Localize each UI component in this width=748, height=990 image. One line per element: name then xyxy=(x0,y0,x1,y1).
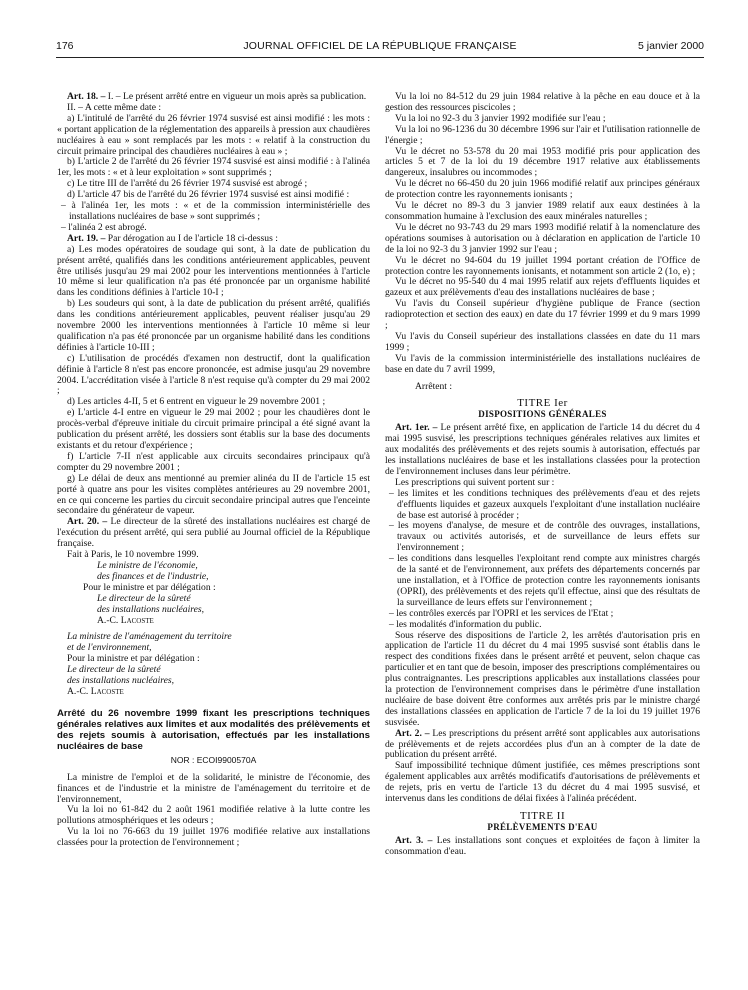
signature-line: des installations nucléaires, xyxy=(67,675,175,687)
article-number: Art. 20. – xyxy=(67,516,108,528)
paragraph: Sous réserve des dispositions de l'article 2, les arrêtés d'autorisation pris en application de l'article 11 du décret du 4 mai 1995 susvisé sont établis dans le respect des conditions fixées dans le présent arrêté et peuvent, selon chaque cas particulier et en tant que de besoin, imposer des prescriptions complémentaires ou plus contraignantes. Les prescriptions applicables aux installations classées pour la protection de l'environnement comprises dans le périmètre d'une installation nucléaire de base doivent être conformes aux arrêtés pris par le ministre chargé des installations classées en application de l'article 7 de la loi du 19 juillet 1976 susvisée. xyxy=(385,629,700,728)
list-item: – les conditions dans lesquelles l'exploitant rend compte aux ministres chargés de la santé et de l'environnement, aux préfets des départements concernés par une installation, et à l'Office de protection contre les rayonnements ionisants (OPRI), des prélèvements et des rejets qu'il effectue, ainsi que des résultats de la surveillance de leurs effets sur l'environnement ; xyxy=(389,553,700,608)
paragraph: Art. 20. – Le directeur de la sûreté des installations nucléaires est chargé de l'exécution du présent arrêté, qui sera publié au Journal officiel de la République française. xyxy=(57,516,370,550)
header-rule xyxy=(56,57,704,58)
article-number: Art. 18. – xyxy=(67,91,106,102)
right-column xyxy=(385,92,700,858)
signature-line: La ministre de l'aménagement du territoire xyxy=(67,631,232,643)
paragraph: f) L'article 7-II n'est applicable aux circuits secondaires principaux qu'à compter du 29 novembre 2001 ; xyxy=(57,450,370,473)
signature-line: des finances et de l'industrie, xyxy=(97,570,209,582)
paragraph: La ministre de l'emploi et de la solidarité, le ministre de l'économie, des finances et de l'industrie et la ministre de l'aménagement du territoire et de l'environnement, xyxy=(57,771,370,805)
article-1: Art. 1er. – Le présent arrêté fixe, en application de l'article 14 du décret du 4 mai 1995 susvisé, les prescriptions techniques générales relatives aux limites et aux modalités des prélèvements et des rejets soumis à autorisation, effectués par les installations nucléaires de base et les installations classées pour la protection de l'environnement incluses dans leur périmètre. xyxy=(385,422,700,477)
visa: Vu le décret no 93-743 du 29 mars 1993 modifié relatif à la nomenclature des opérations soumises à autorisation ou à déclaration en application de l'article 10 de la loi no 92-3 du 3 janvier 1992 sur l'eau ; xyxy=(385,221,700,255)
titre-2-subtitle: PRÉLÈVEMENTS D'EAU xyxy=(487,821,598,832)
visa: Vu le décret no 53-578 du 20 mai 1953 modifié pris pour application des articles 5 et 7 de la loi du 19 décembre 1917 relative aux établissements dangereux, insalubres ou incommodes ; xyxy=(385,145,700,179)
signature-line: Le ministre de l'économie, xyxy=(97,559,198,571)
page-number: 176 xyxy=(56,40,74,52)
signature-name: A.-C. Lacoste xyxy=(97,614,154,626)
signature-line: Pour le ministre et par délégation : xyxy=(83,581,216,593)
visa: Vu l'avis du Conseil supérieur des installations classées en date du 11 mars 1999 ; xyxy=(385,330,700,353)
signature-line: Le directeur de la sûreté xyxy=(97,592,191,604)
paragraph: e) L'article 4-I entre en vigueur le 29 mai 2002 ; pour les chaudières dont le procès-verbal d'épreuve initiale du circuit primaire principal a été signé avant la publication du présent arrêté, les dossiers sont établis sur la base des documents existants et du retour d'expérience ; xyxy=(57,407,370,451)
paragraph: b) Les soudeurs qui sont, à la date de publication du présent arrêté, qualifiés dans les conditions antérieurement applicables, peuvent réaliser jusqu'au 29 novembre 2000 les interventions mentionnées à l'article 10 même si leur qualification n'a pas été prononcée par un organisme habilité dans les conditions définies à l'article 10-III ; xyxy=(57,298,370,353)
visa: Vu le décret no 95-540 du 4 mai 1995 relatif aux rejets d'effluents liquides et gazeux et aux prélèvements d'eau des installations nucléaires de base ; xyxy=(385,276,700,299)
signature-line: Pour la ministre et par délégation : xyxy=(67,653,200,665)
visa: Vu le décret no 66-450 du 20 juin 1966 modifié relatif aux principes généraux de protection contre les rayonnements ionisants ; xyxy=(385,178,700,201)
paragraph: d) Les articles 4-II, 5 et 6 entrent en vigueur le 29 novembre 2001 ; xyxy=(67,396,326,408)
list-item: – l'alinéa 2 est abrogé. xyxy=(61,221,147,233)
paragraph: c) Le titre III de l'arrêté du 26 février 1974 susvisé est abrogé ; xyxy=(67,178,308,190)
list-item: – les modalités d'information du public. xyxy=(389,618,542,630)
signature-line: et de l'environnement, xyxy=(67,642,152,654)
article-number: Art. 19. – xyxy=(67,232,106,244)
paragraph: Fait à Paris, le 10 novembre 1999. xyxy=(67,549,199,561)
visa: Vu l'avis du Conseil supérieur d'hygiène publique de France (section radioprotection et section des eaux) en date du 17 février 1999 et du 9 mars 1999 ; xyxy=(385,298,700,332)
visa: Vu le décret no 94-604 du 19 juillet 1994 portant création de l'Office de protection contre les rayonnements ionisants, et notamment son article 2 (1o, e) ; xyxy=(385,254,700,277)
visa: Vu le décret no 89-3 du 3 janvier 1989 relatif aux eaux destinées à la consommation humaine à l'exclusion des eaux minérales naturelles ; xyxy=(385,200,700,222)
paragraph: Les prescriptions qui suivent portent sur : xyxy=(395,476,555,488)
journal-title: JOURNAL OFFICIEL DE LA RÉPUBLIQUE FRANÇAISE xyxy=(243,40,517,52)
article-3: Art. 3. – Les installations sont conçues et exploitées de façon à limiter la consommation d'eau. xyxy=(385,834,700,857)
visa: Vu l'avis de la commission interministérielle des installations nucléaires de base en date du 7 avril 1999, xyxy=(385,352,700,375)
visa: Vu la loi no 84-512 du 29 juin 1984 relative à la pêche en eau douce et à la gestion des ressources piscicoles ; xyxy=(385,91,700,113)
titre-2: TITRE II xyxy=(519,810,566,822)
paragraph: Art. 19. – Par dérogation au I de l'article 18 ci-dessus : xyxy=(67,232,278,244)
signature-name: A.-C. Lacoste xyxy=(67,685,124,697)
page-header xyxy=(56,40,704,56)
list-item: – les moyens d'analyse, de mesure et de contrôle des ouvrages, installations, travaux ou activités autorisés, et de surveillance de leurs effets sur l'environnement ; xyxy=(389,520,700,554)
paragraph: d) L'article 47 bis de l'arrêté du 26 février 1974 susvisé est ainsi modifié : xyxy=(67,189,350,201)
visa: Vu la loi no 96-1236 du 30 décembre 1996 sur l'air et l'utilisation rationnelle de l'énergie ; xyxy=(385,123,701,146)
article-number: Art. 2. – xyxy=(395,727,430,739)
visa: Vu la loi no 92-3 du 3 janvier 1992 modifiée sur l'eau ; xyxy=(395,112,606,124)
paragraph: c) L'utilisation de procédés d'examen non destructif, dont la qualification définie à l'article 8 n'est pas encore prononcée, est admise jusqu'au 29 novembre 2004. L'accréditation visée à l'article 8 n'est requise qu'à compter du 29 mai 2002 ; xyxy=(57,352,370,397)
article-number: Art. 3. – xyxy=(395,834,433,846)
list-item: – à l'alinéa 1er, les mots : « et de la commission interministérielle des installations nucléaires de base » sont supprimés ; xyxy=(61,200,370,222)
list-item: – les contrôles exercés par l'OPRI et les services de l'Etat ; xyxy=(389,607,614,619)
paragraph: a) L'intitulé de l'arrêté du 26 février 1974 susvisé est ainsi modifié : les mots : « portant application de la réglementation des appareils à pression aux chaudières nucléaires à eau » sont remplacés par les mots : « relatif à la construction du circuit primaire principal des chaudières nucléaires à eau » ; xyxy=(57,112,371,157)
nor-reference: NOR : ECOI9900570A xyxy=(170,754,257,765)
paragraph: Vu la loi no 61-842 du 2 août 1961 modifiée relative à la lutte contre les pollutions atmosphériques et les odeurs ; xyxy=(57,804,370,827)
signature-line: Le directeur de la sûreté xyxy=(67,664,161,676)
list-item: – les limites et les conditions techniques des prélèvements d'eau et des rejets d'effluents liquides et gazeux auxquels l'exploitant d'une installation nucléaire de base est autorisé à procéder ; xyxy=(389,487,700,521)
left-column xyxy=(57,92,370,849)
paragraph: Vu la loi no 76-663 du 19 juillet 1976 modifiée relative aux installations classées pour la protection de l'environnement ; xyxy=(57,826,370,849)
signature-line: des installations nucléaires, xyxy=(97,603,205,615)
paragraph: II. – A cette même date : xyxy=(67,101,162,113)
paragraph: a) Les modes opératoires de soudage qui sont, à la date de publication du présent arrêté, qualifiés dans les conditions antérieurement applicables, peuvent être utilisés jusqu'au 29 mai 2002 pour les interventions mentionnées à l'article 10 même si leur qualification n'a pas été prononcée par un organisme habilité dans les conditions définies à l'article 10-I ; xyxy=(57,243,370,299)
titre-1-subtitle: DISPOSITIONS GÉNÉRALES xyxy=(478,409,607,420)
paragraph: b) L'article 2 de l'arrêté du 26 février 1974 susvisé est ainsi modifié : à l'alinéa 1er, les mots : « et à leur exploitation » sont supprimés ; xyxy=(57,156,370,179)
paragraph: Sauf impossibilité technique dûment justifiée, ces mêmes prescriptions sont également applicables aux arrêtés modificatifs d'autorisations de prélèvements et de rejets, pris en vertu de l'article 13 du décret du 4 mai 1995 susvisé, et intervenus dans les conditions de délai fixées à l'alinéa précédent. xyxy=(385,760,700,805)
article-2: Art. 2. – Les prescriptions du présent arrêté sont applicables aux autorisations de prélèvements et de rejets accordées plus d'un an à compter de la date de publication du présent arrêté. xyxy=(385,727,700,761)
article-number: Art. 1er. – xyxy=(395,422,438,434)
paragraph: g) Le délai de deux ans mentionné au premier alinéa du II de l'article 15 est porté à quatre ans pour les visites complètes antérieures au 29 novembre 2001, en ce qui concerne les parties du circuit secondaire principal autres que l'enceinte secondaire du générateur de vapeur. xyxy=(57,472,370,517)
paragraph: Art. 18. – I. – Le présent arrêté entre en vigueur un mois après sa publication. xyxy=(67,91,367,102)
titre-1: TITRE Ier xyxy=(517,397,568,410)
arrete-title: Arrêté du 26 novembre 1999 fixant les prescriptions techniques générales relatives aux limites et aux modalités des prélèvements et des rejets soumis à autorisation, effectués par les installations nucléaires de base xyxy=(57,707,370,752)
issue-date: 5 janvier 2000 xyxy=(638,40,704,52)
arretent: Arrêtent : xyxy=(415,380,453,392)
